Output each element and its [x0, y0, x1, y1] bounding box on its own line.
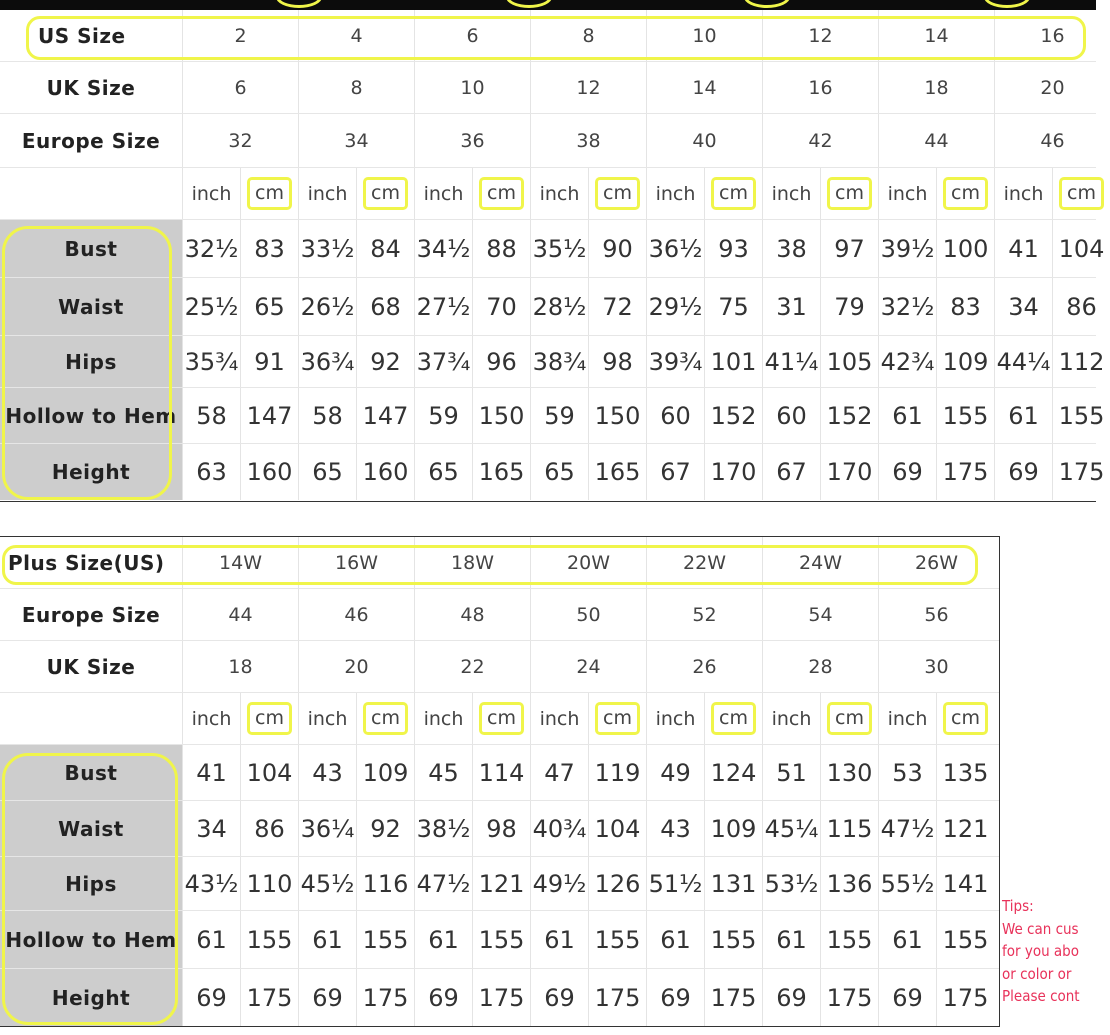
value-cell: 65 — [414, 444, 472, 500]
unit-cm-text: cm — [943, 702, 988, 735]
value-cell: 160 — [240, 444, 298, 500]
value-cell: 69 — [182, 969, 240, 1026]
size-cell: 14 — [878, 10, 994, 61]
value-cell: 124 — [704, 745, 762, 800]
unit-cm-text: cm — [943, 177, 988, 210]
unit-inch-label: inch — [646, 168, 704, 219]
tips-line: Please cont — [1002, 987, 1080, 1005]
value-cell: 37¾ — [414, 336, 472, 387]
unit-cm-text: cm — [363, 177, 408, 210]
value-cell: 61 — [414, 911, 472, 968]
size-cell: 16W — [298, 537, 414, 588]
measurement-row-hollow-to-hem — [0, 911, 999, 969]
measurement-row-hips — [0, 857, 999, 911]
unit-inch-label: inch — [530, 168, 588, 219]
value-cell: 175 — [936, 969, 994, 1026]
value-cell: 60 — [646, 388, 704, 443]
unit-cm-label — [240, 693, 298, 744]
value-cell: 38¾ — [530, 336, 588, 387]
value-cell: 104 — [240, 745, 298, 800]
value-cell: 92 — [356, 336, 414, 387]
value-cell: 34 — [182, 801, 240, 856]
size-cell: 50 — [530, 589, 646, 640]
unit-inch-label: inch — [646, 693, 704, 744]
value-cell: 109 — [704, 801, 762, 856]
size-cell: 12 — [762, 10, 878, 61]
value-cell: 59 — [530, 388, 588, 443]
highlight-mark — [506, 0, 552, 8]
value-cell: 28½ — [530, 278, 588, 335]
unit-cm-text: cm — [595, 177, 640, 210]
value-cell: 147 — [356, 388, 414, 443]
tips-title: Tips: — [1002, 897, 1034, 915]
value-cell: 92 — [356, 801, 414, 856]
row-label: Europe Size — [21, 128, 161, 153]
value-cell: 27½ — [414, 278, 472, 335]
value-cell: 45 — [414, 745, 472, 800]
size-cell: 18 — [182, 641, 298, 692]
value-cell: 51 — [762, 745, 820, 800]
value-cell: 43 — [646, 801, 704, 856]
highlight-mark — [276, 0, 322, 8]
value-cell: 96 — [472, 336, 530, 387]
value-cell: 175 — [1052, 444, 1110, 500]
size-cell: 26 — [646, 641, 762, 692]
value-cell: 32½ — [182, 220, 240, 277]
measurement-row-hips — [0, 336, 1105, 388]
value-cell: 38 — [762, 220, 820, 277]
value-cell: 33½ — [298, 220, 356, 277]
value-cell: 36¾ — [298, 336, 356, 387]
value-cell: 61 — [994, 388, 1052, 443]
measurement-row-bust — [0, 745, 999, 801]
value-cell: 150 — [472, 388, 530, 443]
value-cell: 84 — [356, 220, 414, 277]
unit-cm-text: cm — [827, 177, 872, 210]
standard-size-chart — [0, 10, 1105, 502]
tips-note — [1002, 895, 1096, 1008]
value-cell: 105 — [820, 336, 878, 387]
unit-cm-label — [936, 168, 994, 219]
value-cell: 36½ — [646, 220, 704, 277]
size-cell: 24W — [762, 537, 878, 588]
value-cell: 110 — [240, 857, 298, 910]
value-cell: 147 — [240, 388, 298, 443]
value-cell: 104 — [1052, 220, 1110, 277]
row-label: Bust — [0, 220, 182, 277]
value-cell: 155 — [588, 911, 646, 968]
value-cell: 175 — [704, 969, 762, 1026]
value-cell: 79 — [820, 278, 878, 335]
value-cell: 69 — [414, 969, 472, 1026]
value-cell: 83 — [240, 220, 298, 277]
value-cell: 68 — [356, 278, 414, 335]
row-label: UK Size — [46, 75, 136, 100]
size-cell: 24 — [530, 641, 646, 692]
value-cell: 155 — [1052, 388, 1110, 443]
value-cell: 72 — [588, 278, 646, 335]
size-cell: 38 — [530, 114, 646, 167]
row-label: Waist — [0, 801, 182, 856]
unit-cm-text: cm — [711, 702, 756, 735]
tips-line: for you abo — [1002, 942, 1079, 960]
value-cell: 69 — [878, 969, 936, 1026]
measurement-row-waist — [0, 801, 999, 857]
value-cell: 90 — [588, 220, 646, 277]
value-cell: 88 — [472, 220, 530, 277]
size-cell: 54 — [762, 589, 878, 640]
plus-size-row — [0, 537, 999, 589]
unit-cm-text: cm — [363, 702, 408, 735]
value-cell: 67 — [646, 444, 704, 500]
value-cell: 43 — [298, 745, 356, 800]
value-cell: 109 — [936, 336, 994, 387]
value-cell: 47½ — [414, 857, 472, 910]
value-cell: 61 — [646, 911, 704, 968]
value-cell: 69 — [762, 969, 820, 1026]
europe-size-row — [0, 589, 999, 641]
value-cell: 41¼ — [762, 336, 820, 387]
value-cell: 136 — [820, 857, 878, 910]
value-cell: 98 — [472, 801, 530, 856]
value-cell: 55½ — [878, 857, 936, 910]
size-cell: 16 — [994, 10, 1110, 61]
size-cell: 44 — [878, 114, 994, 167]
unit-inch-label: inch — [994, 168, 1052, 219]
row-label: Hollow to Hem — [0, 911, 182, 968]
size-cell: 34 — [298, 114, 414, 167]
size-cell: 44 — [182, 589, 298, 640]
value-cell: 116 — [356, 857, 414, 910]
value-cell: 152 — [704, 388, 762, 443]
value-cell: 36¼ — [298, 801, 356, 856]
unit-cm-label — [472, 168, 530, 219]
size-cell: 20 — [298, 641, 414, 692]
highlight-mark — [744, 0, 790, 8]
unit-inch-label: inch — [762, 693, 820, 744]
value-cell: 65 — [530, 444, 588, 500]
value-cell: 61 — [762, 911, 820, 968]
size-cell: 46 — [994, 114, 1110, 167]
value-cell: 98 — [588, 336, 646, 387]
value-cell: 49 — [646, 745, 704, 800]
value-cell: 91 — [240, 336, 298, 387]
size-cell: 18W — [414, 537, 530, 588]
unit-cm-text: cm — [1059, 177, 1104, 210]
value-cell: 69 — [878, 444, 936, 500]
value-cell: 121 — [936, 801, 994, 856]
unit-inch-label: inch — [298, 693, 356, 744]
row-label: Height — [0, 444, 182, 500]
unit-cm-label — [820, 168, 878, 219]
value-cell: 49½ — [530, 857, 588, 910]
value-cell: 32½ — [878, 278, 936, 335]
size-cell: 20 — [994, 62, 1110, 113]
value-cell: 35¾ — [182, 336, 240, 387]
value-cell: 47 — [530, 745, 588, 800]
size-cell: 6 — [414, 10, 530, 61]
size-cell: 8 — [298, 62, 414, 113]
tips-line: We can cus — [1002, 919, 1079, 938]
value-cell: 61 — [878, 911, 936, 968]
value-cell: 35½ — [530, 220, 588, 277]
value-cell: 39½ — [878, 220, 936, 277]
row-label-empty — [0, 693, 182, 744]
us-size-row — [0, 10, 1096, 62]
row-label-empty — [0, 168, 182, 219]
value-cell: 63 — [182, 444, 240, 500]
unit-cm-label — [1052, 168, 1110, 219]
unit-cm-text: cm — [827, 702, 872, 735]
size-cell: 8 — [530, 10, 646, 61]
value-cell: 61 — [530, 911, 588, 968]
unit-cm-label — [820, 693, 878, 744]
size-cell: 30 — [878, 641, 994, 692]
value-cell: 155 — [704, 911, 762, 968]
unit-row — [0, 168, 1096, 220]
unit-inch-label: inch — [182, 693, 240, 744]
value-cell: 47½ — [878, 801, 936, 856]
value-cell: 69 — [530, 969, 588, 1026]
value-cell: 150 — [588, 388, 646, 443]
unit-inch-label: inch — [530, 693, 588, 744]
value-cell: 115 — [820, 801, 878, 856]
unit-cm-label — [936, 693, 994, 744]
value-cell: 45¼ — [762, 801, 820, 856]
size-cell: 6 — [182, 62, 298, 113]
value-cell: 75 — [704, 278, 762, 335]
uk-size-row — [0, 62, 1096, 114]
size-cell: 52 — [646, 589, 762, 640]
value-cell: 109 — [356, 745, 414, 800]
tips-line: or color or — [1002, 964, 1072, 983]
value-cell: 34½ — [414, 220, 472, 277]
size-cell: 20W — [530, 537, 646, 588]
unit-cm-text: cm — [479, 177, 524, 210]
measurement-row-bust — [0, 220, 1105, 278]
unit-inch-label: inch — [298, 168, 356, 219]
value-cell: 155 — [820, 911, 878, 968]
value-cell: 69 — [646, 969, 704, 1026]
highlight-mark — [984, 0, 1030, 8]
row-label: UK Size — [46, 654, 136, 679]
row-label: US Size — [38, 23, 126, 48]
value-cell: 175 — [240, 969, 298, 1026]
unit-cm-label — [240, 168, 298, 219]
value-cell: 65 — [298, 444, 356, 500]
value-cell: 126 — [588, 857, 646, 910]
row-label: Waist — [0, 278, 182, 335]
unit-cm-text: cm — [247, 702, 292, 735]
value-cell: 40¾ — [530, 801, 588, 856]
unit-inch-label: inch — [762, 168, 820, 219]
value-cell: 175 — [820, 969, 878, 1026]
value-cell: 65 — [240, 278, 298, 335]
row-label: Hollow to Hem — [0, 388, 182, 443]
unit-row — [0, 693, 999, 745]
unit-cm-label — [588, 168, 646, 219]
unit-cm-label — [472, 693, 530, 744]
value-cell: 155 — [356, 911, 414, 968]
value-cell: 175 — [588, 969, 646, 1026]
measurement-row-height — [0, 969, 999, 1026]
value-cell: 175 — [936, 444, 994, 500]
value-cell: 121 — [472, 857, 530, 910]
unit-inch-label: inch — [878, 168, 936, 219]
measurement-row-hollow-to-hem — [0, 388, 1105, 444]
value-cell: 25½ — [182, 278, 240, 335]
measurement-row-waist — [0, 278, 1096, 336]
value-cell: 175 — [472, 969, 530, 1026]
value-cell: 59 — [414, 388, 472, 443]
row-label: Hips — [0, 336, 182, 387]
value-cell: 112 — [1052, 336, 1110, 387]
value-cell: 60 — [762, 388, 820, 443]
value-cell: 31 — [762, 278, 820, 335]
value-cell: 61 — [878, 388, 936, 443]
size-cell: 42 — [762, 114, 878, 167]
size-cell: 32 — [182, 114, 298, 167]
unit-inch-label: inch — [182, 168, 240, 219]
value-cell: 67 — [762, 444, 820, 500]
value-cell: 100 — [936, 220, 994, 277]
unit-inch-label: inch — [414, 693, 472, 744]
value-cell: 70 — [472, 278, 530, 335]
size-cell: 40 — [646, 114, 762, 167]
value-cell: 29½ — [646, 278, 704, 335]
value-cell: 42¾ — [878, 336, 936, 387]
value-cell: 155 — [936, 388, 994, 443]
value-cell: 53½ — [762, 857, 820, 910]
value-cell: 152 — [820, 388, 878, 443]
size-cell: 22 — [414, 641, 530, 692]
value-cell: 58 — [298, 388, 356, 443]
uk-size-row — [0, 641, 999, 693]
value-cell: 86 — [1052, 278, 1110, 335]
size-cell: 16 — [762, 62, 878, 113]
value-cell: 41 — [994, 220, 1052, 277]
value-cell: 53 — [878, 745, 936, 800]
row-label: Bust — [0, 745, 182, 800]
value-cell: 43½ — [182, 857, 240, 910]
size-cell: 18 — [878, 62, 994, 113]
size-cell: 56 — [878, 589, 994, 640]
plus-size-chart — [0, 536, 1000, 1027]
row-label: Plus Size(US) — [8, 550, 165, 575]
size-cell: 12 — [530, 62, 646, 113]
unit-cm-label — [704, 693, 762, 744]
size-cell: 4 — [298, 10, 414, 61]
value-cell: 175 — [356, 969, 414, 1026]
value-cell: 34 — [994, 278, 1052, 335]
size-cell: 28 — [762, 641, 878, 692]
top-dark-bar — [0, 0, 1096, 10]
value-cell: 160 — [356, 444, 414, 500]
row-label: Europe Size — [21, 602, 161, 627]
value-cell: 135 — [936, 745, 994, 800]
value-cell: 97 — [820, 220, 878, 277]
value-cell: 38½ — [414, 801, 472, 856]
size-cell: 2 — [182, 10, 298, 61]
value-cell: 104 — [588, 801, 646, 856]
unit-cm-label — [356, 168, 414, 219]
value-cell: 155 — [240, 911, 298, 968]
value-cell: 45½ — [298, 857, 356, 910]
unit-cm-text: cm — [479, 702, 524, 735]
value-cell: 119 — [588, 745, 646, 800]
value-cell: 51½ — [646, 857, 704, 910]
value-cell: 39¾ — [646, 336, 704, 387]
unit-cm-label — [588, 693, 646, 744]
size-cell: 22W — [646, 537, 762, 588]
size-cell: 48 — [414, 589, 530, 640]
size-cell: 10 — [414, 62, 530, 113]
value-cell: 114 — [472, 745, 530, 800]
value-cell: 165 — [588, 444, 646, 500]
measurement-row-height — [0, 444, 1105, 500]
size-cell: 36 — [414, 114, 530, 167]
unit-cm-label — [704, 168, 762, 219]
value-cell: 155 — [936, 911, 994, 968]
value-cell: 141 — [936, 857, 994, 910]
unit-cm-text: cm — [247, 177, 292, 210]
size-cell: 14W — [182, 537, 298, 588]
value-cell: 170 — [704, 444, 762, 500]
value-cell: 86 — [240, 801, 298, 856]
value-cell: 61 — [298, 911, 356, 968]
value-cell: 130 — [820, 745, 878, 800]
unit-cm-text: cm — [711, 177, 756, 210]
size-cell: 46 — [298, 589, 414, 640]
row-label: Hips — [0, 857, 182, 910]
value-cell: 61 — [182, 911, 240, 968]
value-cell: 69 — [994, 444, 1052, 500]
europe-size-row — [0, 114, 1096, 168]
size-cell: 14 — [646, 62, 762, 113]
value-cell: 155 — [472, 911, 530, 968]
unit-inch-label: inch — [414, 168, 472, 219]
row-label: Height — [0, 969, 182, 1026]
value-cell: 131 — [704, 857, 762, 910]
size-cell: 10 — [646, 10, 762, 61]
value-cell: 93 — [704, 220, 762, 277]
value-cell: 83 — [936, 278, 994, 335]
value-cell: 26½ — [298, 278, 356, 335]
unit-cm-text: cm — [595, 702, 640, 735]
value-cell: 101 — [704, 336, 762, 387]
value-cell: 170 — [820, 444, 878, 500]
value-cell: 165 — [472, 444, 530, 500]
value-cell: 44¼ — [994, 336, 1052, 387]
value-cell: 41 — [182, 745, 240, 800]
value-cell: 58 — [182, 388, 240, 443]
value-cell: 69 — [298, 969, 356, 1026]
size-cell: 26W — [878, 537, 994, 588]
unit-inch-label: inch — [878, 693, 936, 744]
unit-cm-label — [356, 693, 414, 744]
